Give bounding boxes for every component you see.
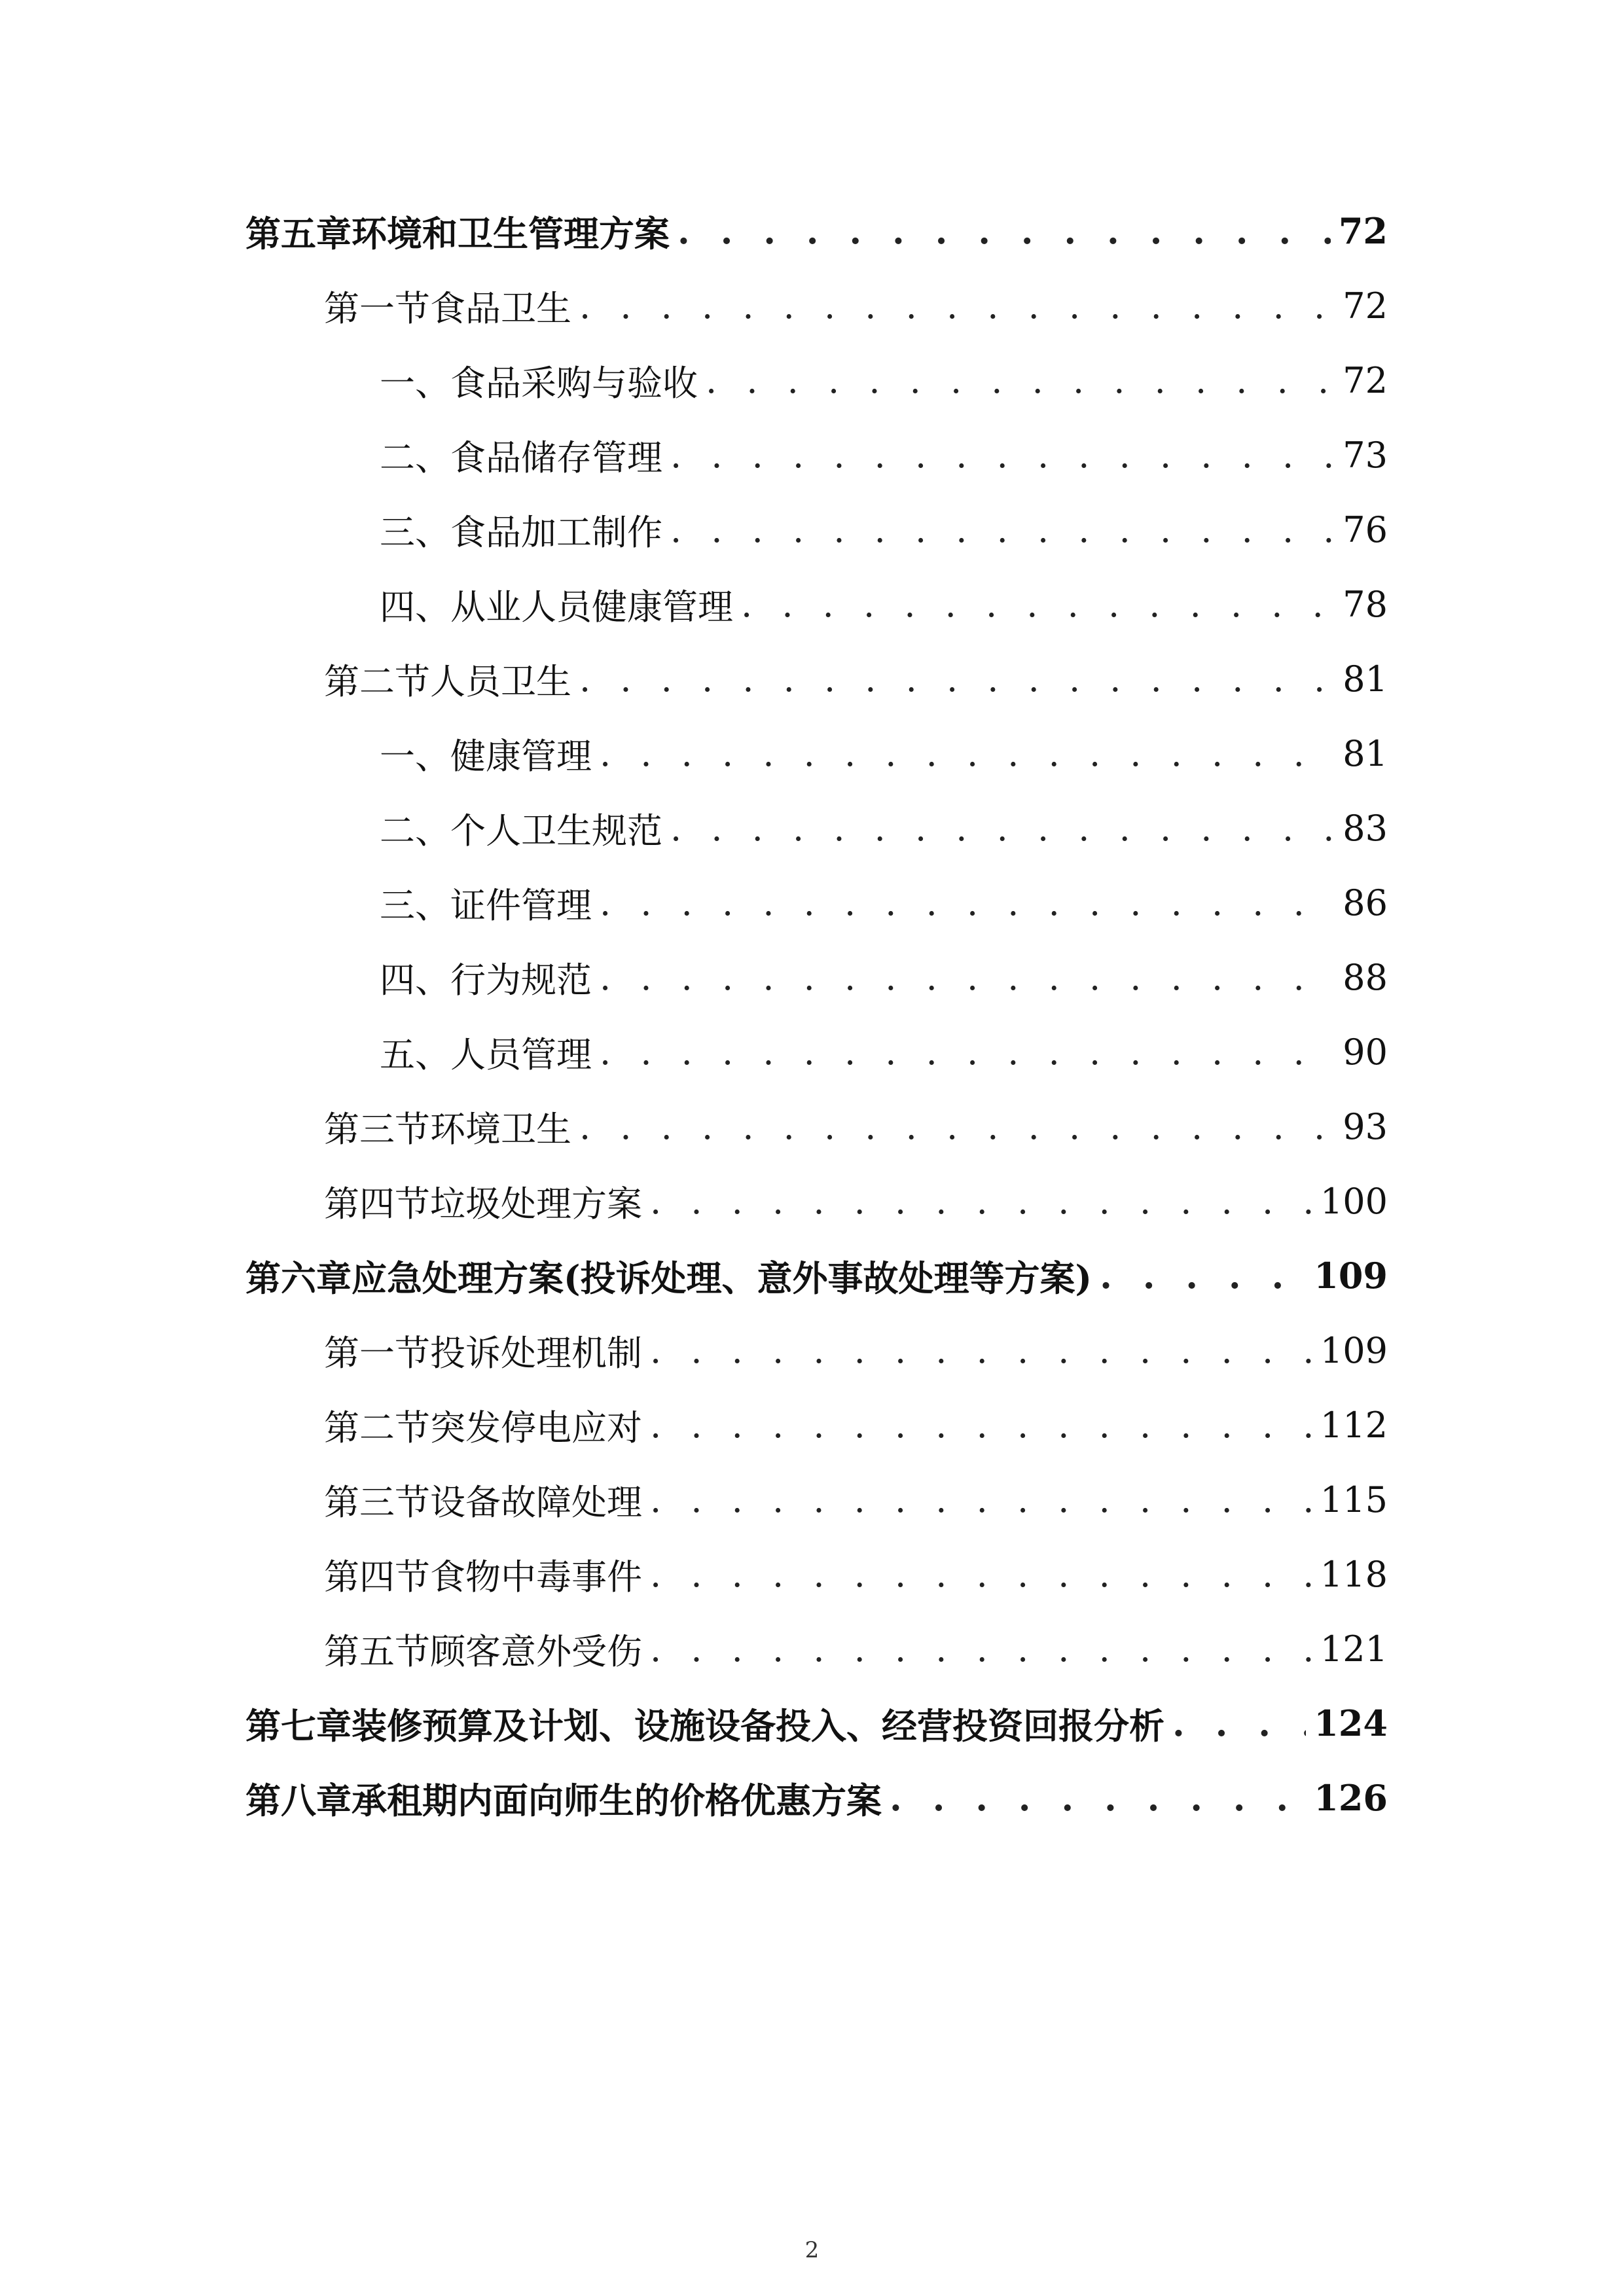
toc-entry[interactable] (245, 791, 1388, 865)
toc-entry-page: 121 (1320, 1628, 1388, 1670)
toc-entry-page: 78 (1343, 583, 1388, 625)
toc-entry-number: 四、 (380, 959, 450, 1001)
toc-entry-title: 设备故障处理 (430, 1481, 642, 1523)
toc-entry-number: 第三节 (324, 1481, 430, 1523)
toc-leader (1100, 1255, 1306, 1297)
toc-leader (600, 957, 1334, 998)
toc-entry-title: 顾客意外受伤 (430, 1630, 642, 1672)
table-of-contents (245, 194, 1388, 1835)
toc-entry-title: 食品加工制作 (450, 511, 662, 553)
toc-entry[interactable] (245, 940, 1388, 1014)
toc-leader (650, 1330, 1312, 1371)
toc-entry-page: 109 (1314, 1255, 1388, 1297)
toc-entry-page: 88 (1343, 956, 1388, 998)
toc-entry[interactable] (245, 1089, 1388, 1164)
toc-entry-page: 83 (1343, 807, 1388, 849)
toc-entry-page: 72 (1343, 285, 1388, 327)
toc-entry-page: 81 (1343, 732, 1388, 774)
toc-leader (600, 882, 1334, 924)
toc-leader (579, 658, 1334, 700)
toc-leader (600, 733, 1334, 774)
toc-entry[interactable] (245, 1537, 1388, 1611)
toc-leader (650, 1628, 1312, 1670)
toc-entry-page: 126 (1314, 1777, 1388, 1819)
toc-entry-title: 承租期内面向师生的价格优惠方案 (352, 1779, 882, 1821)
toc-entry-page: 72 (1343, 359, 1388, 401)
toc-entry-number: 第八章 (245, 1779, 352, 1821)
toc-leader (706, 360, 1334, 401)
toc-entry-number: 第五节 (324, 1630, 430, 1672)
toc-entry-page: 73 (1343, 434, 1388, 476)
toc-entry-title: 证件管理 (450, 884, 592, 926)
toc-entry-page: 100 (1320, 1180, 1388, 1222)
toc-entry-title: 人员管理 (450, 1033, 592, 1075)
toc-entry-title: 从业人员健康管理 (450, 586, 733, 628)
toc-leader (579, 285, 1334, 327)
toc-entry-page: 81 (1343, 658, 1388, 700)
toc-entry-title: 环境卫生 (430, 1108, 571, 1150)
toc-leader (650, 1405, 1312, 1446)
toc-entry[interactable] (245, 716, 1388, 791)
page-number: 2 (804, 2237, 820, 2263)
toc-entry-page: 72 (1338, 210, 1388, 252)
toc-entry[interactable] (245, 1238, 1388, 1313)
toc-entry-number: 三、 (380, 884, 450, 926)
toc-entry-title: 投诉处理机制 (430, 1332, 642, 1374)
toc-entry-number: 第四节 (324, 1556, 430, 1598)
toc-entry-number: 第二节 (324, 1407, 430, 1448)
toc-entry-number: 三、 (380, 511, 450, 553)
toc-entry-page: 76 (1343, 509, 1388, 550)
toc-entry-number: 二、 (380, 437, 450, 478)
toc-entry-page: 124 (1314, 1702, 1388, 1744)
toc-entry[interactable] (245, 492, 1388, 567)
toc-entry[interactable] (245, 567, 1388, 641)
toc-entry[interactable] (245, 1014, 1388, 1089)
toc-entry[interactable] (245, 343, 1388, 418)
toc-entry-title: 食品采购与验收 (450, 362, 698, 404)
toc-entry-number: 五、 (380, 1033, 450, 1075)
toc-entry[interactable] (245, 1164, 1388, 1238)
toc-leader (670, 509, 1334, 550)
toc-entry-title: 垃圾处理方案 (430, 1183, 642, 1225)
toc-entry-page: 90 (1343, 1031, 1388, 1073)
toc-entry-title: 食品卫生 (430, 287, 571, 329)
toc-entry-title: 环境和卫生管理方案 (352, 212, 670, 255)
toc-leader (670, 808, 1334, 849)
toc-entry[interactable] (245, 1388, 1388, 1462)
toc-leader (650, 1181, 1312, 1222)
toc-entry-number: 第一节 (324, 287, 430, 329)
toc-entry-page: 115 (1320, 1479, 1388, 1520)
toc-leader (670, 435, 1334, 476)
toc-entry-page: 112 (1320, 1404, 1388, 1446)
toc-entry[interactable] (245, 268, 1388, 343)
toc-entry[interactable] (245, 1611, 1388, 1686)
toc-leader (579, 1106, 1334, 1147)
toc-entry-page: 109 (1320, 1329, 1388, 1371)
toc-entry-title: 突发停电应对 (430, 1407, 642, 1448)
toc-entry-number: 第三节 (324, 1108, 430, 1150)
toc-entry-title: 食品储存管理 (450, 437, 662, 478)
toc-leader (677, 210, 1331, 252)
toc-entry-number: 第六章 (245, 1257, 352, 1299)
toc-entry-title: 人员卫生 (430, 660, 571, 702)
toc-entry-title: 个人卫生规范 (450, 810, 662, 852)
toc-entry[interactable] (245, 1313, 1388, 1388)
toc-entry-page: 93 (1343, 1105, 1388, 1147)
toc-entry-number: 第一节 (324, 1332, 430, 1374)
toc-entry-page: 86 (1343, 882, 1388, 924)
toc-entry[interactable] (245, 1462, 1388, 1537)
toc-entry[interactable] (245, 1761, 1388, 1835)
toc-leader (650, 1554, 1312, 1595)
toc-entry-number: 第七章 (245, 1704, 352, 1747)
toc-leader (600, 1031, 1334, 1073)
toc-entry-title: 食物中毒事件 (430, 1556, 642, 1598)
toc-entry-title: 健康管理 (450, 735, 592, 777)
toc-entry-page: 118 (1320, 1553, 1388, 1595)
toc-entry-number: 一、 (380, 362, 450, 404)
toc-entry[interactable] (245, 641, 1388, 716)
toc-entry-number: 四、 (380, 586, 450, 628)
toc-entry-title: 行为规范 (450, 959, 592, 1001)
toc-entry-number: 二、 (380, 810, 450, 852)
toc-entry[interactable] (245, 865, 1388, 940)
toc-leader (741, 584, 1334, 625)
toc-entry-number: 第二节 (324, 660, 430, 702)
toc-leader (890, 1777, 1306, 1819)
toc-entry-number: 第四节 (324, 1183, 430, 1225)
toc-entry-number: 第五章 (245, 212, 352, 255)
toc-entry[interactable] (245, 194, 1388, 268)
toc-entry-title: 装修预算及计划、设施设备投入、经营投资回报分析 (352, 1704, 1164, 1747)
toc-entry[interactable] (245, 418, 1388, 492)
toc-leader (1172, 1702, 1306, 1744)
toc-leader (650, 1479, 1312, 1520)
toc-entry-title: 应急处理方案(投诉处理、意外事故处理等方案) (352, 1257, 1092, 1299)
toc-entry-number: 一、 (380, 735, 450, 777)
toc-entry[interactable] (245, 1686, 1388, 1761)
